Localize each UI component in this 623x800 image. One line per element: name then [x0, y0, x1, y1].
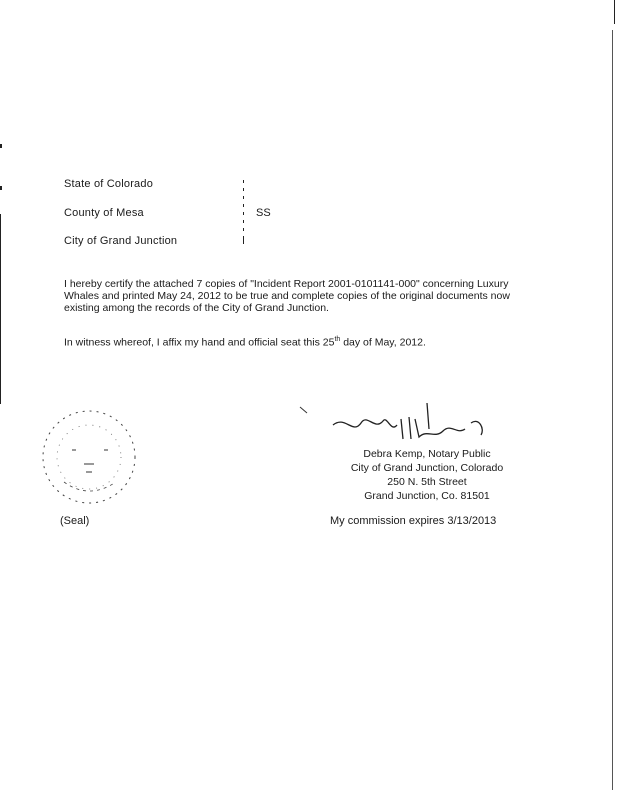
notary-seal — [34, 402, 144, 512]
witness-text-start: In witness whereof, I affix my hand and official seat this 25 — [64, 336, 335, 349]
scan-edge-left-upper — [0, 144, 2, 148]
notary-name: Debra Kemp, Notary Public — [363, 448, 491, 460]
notary-signature — [295, 395, 505, 455]
venue-brace — [242, 178, 246, 248]
scan-edge-right — [612, 30, 613, 790]
notary-organization: City of Grand Junction, Colorado — [350, 462, 504, 474]
venue-state: State of Colorado — [64, 178, 154, 190]
witness-day-suffix: th — [334, 336, 341, 343]
seal-label: (Seal) — [60, 515, 90, 527]
notary-city-zip: Grand Junction, Co. 81501 — [364, 490, 490, 502]
witness-statement — [64, 334, 534, 349]
certification-paragraph: I hereby certify the attached 7 copies of "Incident Report 2001-0101141-000" concerning Luxury Whales and printed May 24, 2012 to be true and complete copies of the original documents now existing among the records of the City of Grand Junction. — [64, 278, 510, 314]
notary-block — [322, 447, 532, 503]
ss-marker: SS — [256, 207, 271, 219]
notary-street: 250 N. 5th Street — [387, 476, 467, 488]
witness-text-end: day of May, 2012. — [340, 336, 426, 349]
scan-edge-left-mid — [0, 186, 2, 190]
scan-edge-left-long — [0, 214, 1, 404]
venue-county: County of Mesa — [64, 207, 144, 219]
commission-expiry: My commission expires 3/13/2013 — [330, 515, 497, 527]
scan-edge-top-right — [614, 0, 615, 24]
venue-city: City of Grand Junction — [64, 235, 178, 247]
